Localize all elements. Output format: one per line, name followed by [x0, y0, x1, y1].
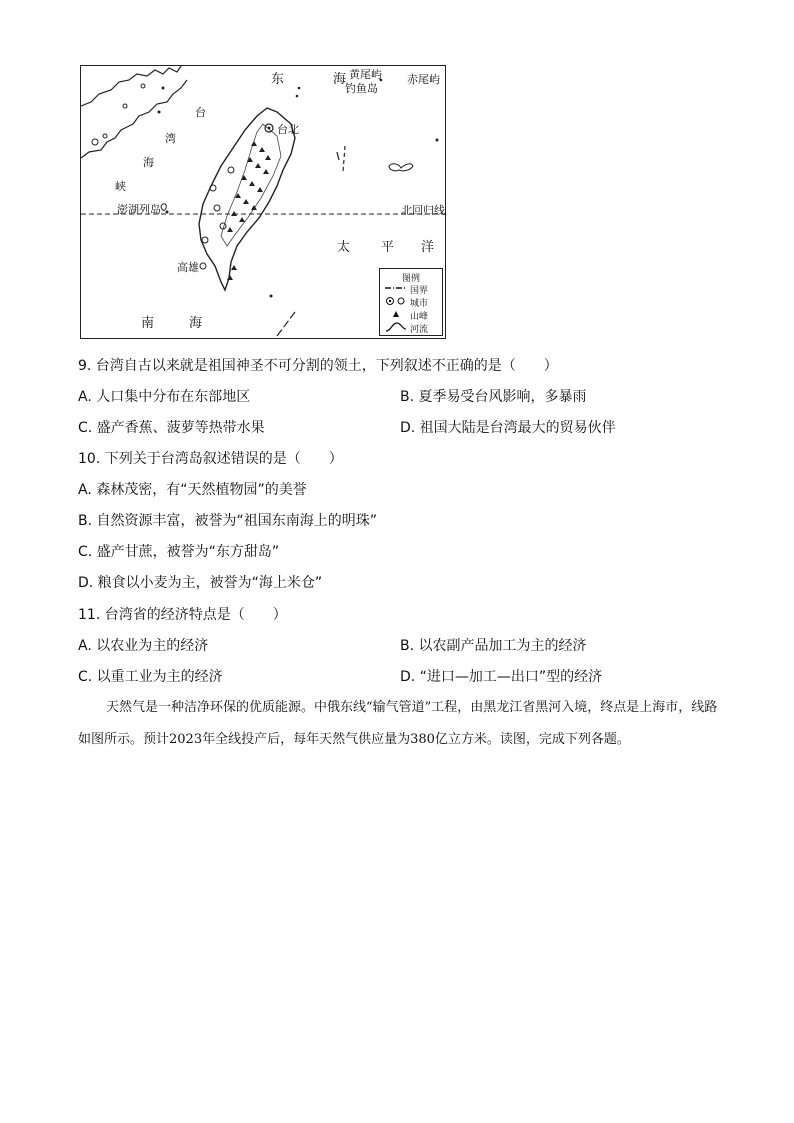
- map-legend: [379, 268, 443, 336]
- label-ping: 平: [381, 240, 395, 255]
- reading-passage: 天然气是一种洁净环保的优质能源。中俄东线“输气管道”工程，由黑龙江省黑河入境，终点是上海市，线路如图所示。预计2023年全线投产后，每年天然气供应量为380亿立方米。读图，完成下列各题。: [78, 700, 718, 747]
- q11-option-d: D. “进口—加工—出口”型的经济: [400, 669, 603, 685]
- q11-option-a: A. 以农业为主的经济: [78, 638, 209, 654]
- q9-option-d: D. 祖国大陆是台湾最大的贸易伙伴: [400, 420, 616, 436]
- legend-river-row: [384, 321, 442, 334]
- label-wan: 湾: [165, 132, 176, 145]
- river-icon: [384, 321, 408, 333]
- q10-option-c: C. 盛产甘蔗，被誉为“东方甜岛”: [78, 544, 280, 560]
- peak-icon: [384, 308, 408, 320]
- label-beihuiguixian: 北回归线: [401, 204, 445, 217]
- label-huangweiyu: 黄尾屿: [349, 68, 382, 81]
- label-tai2: 太: [337, 240, 351, 255]
- q10-option-d: D. 粮食以小麦为主，被誉为“海上米仓”: [78, 575, 323, 591]
- label-yang: 洋: [421, 240, 435, 255]
- q11-stem: 11. 台湾省的经济特点是（ ）: [78, 607, 287, 623]
- q10-option-a: A. 森林茂密，有“天然植物园”的美誉: [78, 482, 307, 498]
- legend-peak-label: 山峰: [410, 312, 429, 322]
- q9-stem: 9. 台湾自古以来就是祖国神圣不可分割的领土，下列叙述不正确的是（ ）: [78, 358, 558, 374]
- legend-title: 图例: [401, 274, 420, 284]
- legend-city-label: 城市: [410, 299, 429, 309]
- label-xia: 峡: [115, 180, 126, 193]
- q9-option-c: C. 盛产香蕉、菠萝等热带水果: [78, 420, 265, 436]
- q10-stem: 10. 下列关于台湾岛叙述错误的是（ ）: [78, 451, 343, 467]
- q11-option-b: B. 以农副产品加工为主的经济: [400, 638, 587, 654]
- label-chiweiyu: 赤尾屿: [407, 73, 440, 86]
- q9-option-a: A. 人口集中分布在东部地区: [78, 389, 251, 405]
- label-dong: 东: [271, 72, 285, 87]
- label-nan: 南: [141, 316, 155, 331]
- legend-city-row: [384, 295, 442, 308]
- legend-peak-row: [384, 308, 442, 321]
- legend-river-label: 河流: [410, 325, 429, 335]
- q10-option-b: B. 自然资源丰富，被誉为“祖国东南海上的明珠”: [78, 513, 378, 529]
- label-penghu: 澎湖列岛: [117, 203, 161, 216]
- label-gaoxiong: 高雄: [177, 261, 199, 274]
- legend-border-label: 国界: [410, 286, 429, 296]
- legend-border-row: [384, 282, 442, 295]
- label-tai: 台: [195, 106, 206, 119]
- q11-option-c: C. 以重工业为主的经济: [78, 669, 223, 685]
- label-hai-strait: 海: [143, 156, 154, 169]
- label-hai-top: 海: [333, 72, 347, 87]
- label-taibei: 台北: [277, 123, 299, 136]
- label-diaoyudao: 钓鱼岛: [345, 82, 378, 95]
- label-hai-bottom: 海: [189, 316, 203, 331]
- border-line-icon: [384, 282, 408, 294]
- q9-option-b: B. 夏季易受台风影响，多暴雨: [400, 389, 587, 405]
- taiwan-map: [80, 65, 446, 339]
- city-icon: [384, 295, 408, 307]
